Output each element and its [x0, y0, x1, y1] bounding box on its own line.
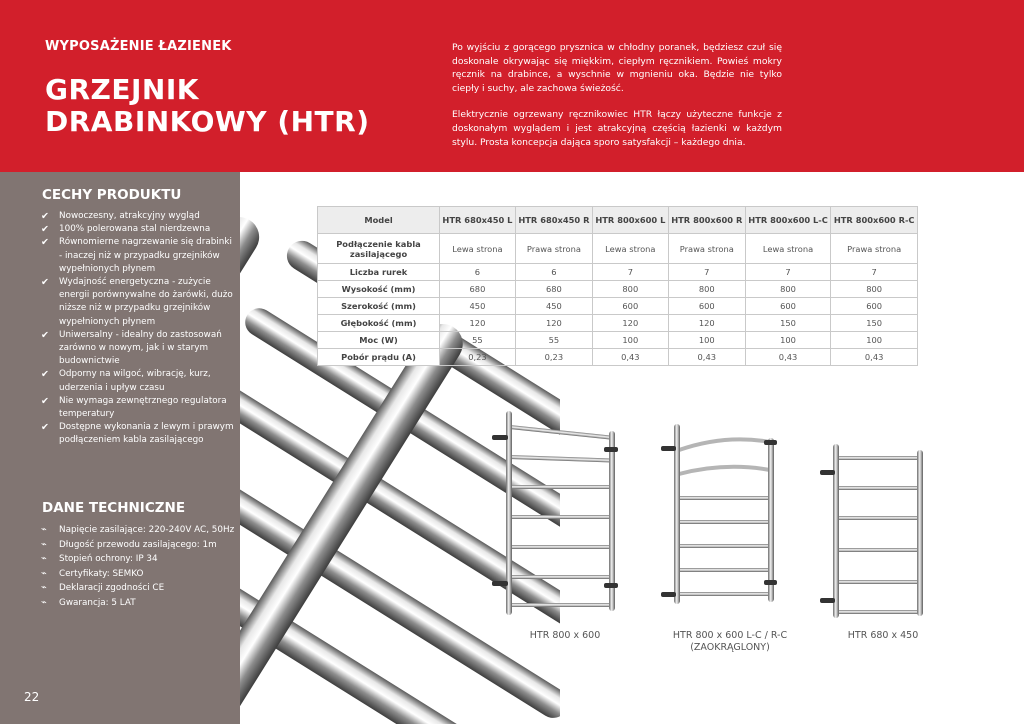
feature-item	[38, 329, 236, 369]
feature-item	[38, 368, 236, 394]
table-cell: Lewa strona	[592, 234, 668, 264]
check-icon: ✔	[41, 422, 49, 434]
table-cell: 120	[515, 315, 592, 332]
table-cell: 120	[668, 315, 745, 332]
rail-rungs	[510, 425, 612, 607]
table-cell: 600	[668, 298, 745, 315]
feature-item	[38, 223, 236, 236]
table-cell: 600	[745, 298, 831, 315]
table-cell: 450	[515, 298, 592, 315]
table-cell: 800	[745, 281, 831, 298]
product-image-htr-800x600	[482, 405, 622, 620]
row-label: Liczba rurek	[318, 264, 440, 281]
tech-heading: DANE TECHNICZNE	[42, 500, 186, 516]
table-cell: 450	[440, 298, 516, 315]
check-icon: ✔	[41, 329, 49, 341]
table-cell: 600	[831, 298, 918, 315]
feature-text: Równomierne nagrzewanie się drabinki - inaczej niż w przypadku grzejników wypełnionych płynem	[59, 237, 232, 274]
plug-icon: ⌁	[41, 524, 47, 535]
tech-text: Gwarancja: 5 LAT	[59, 597, 136, 608]
table-cell: 680	[440, 281, 516, 298]
page-title-line-1: GRZEJNIK	[45, 73, 199, 106]
table-row	[318, 281, 918, 298]
table-row	[318, 349, 918, 366]
features-list	[38, 210, 236, 448]
product-caption	[823, 630, 943, 642]
description-paragraph: Elektrycznie ogrzewany ręcznikowiec HTR łączy użyteczne funkcje z doskonałym wyglądem i jest atrakcyjną częścią łazienki w każdym stylu. Prosta koncepcja dająca sporo satysfakcji – każdego dnia.	[452, 109, 782, 148]
table-cell: 100	[745, 332, 831, 349]
table-cell: 100	[668, 332, 745, 349]
header-cell: HTR 800x600 L	[592, 207, 668, 234]
page-title-line-2: DRABINKOWY (HTR)	[45, 105, 370, 138]
feature-text: Nowoczesny, atrakcyjny wygląd	[59, 211, 200, 221]
tech-item	[38, 581, 236, 596]
table-cell: 0,23	[440, 349, 516, 366]
tech-item	[38, 538, 236, 553]
table-cell: 6	[515, 264, 592, 281]
check-icon: ✔	[41, 224, 49, 236]
feature-text: 100% polerowana stal nierdzewna	[59, 224, 211, 235]
plug-icon: ⌁	[41, 582, 47, 594]
feature-item	[38, 395, 236, 421]
product-caption-line: HTR 800 x 600 L-C / R-C	[672, 630, 788, 641]
tech-item	[38, 567, 236, 582]
table-cell: 120	[592, 315, 668, 332]
tech-item	[38, 552, 236, 567]
header-cell: HTR 800x600 L-C	[745, 207, 831, 234]
tech-text: Długość przewodu zasilającego: 1m	[59, 539, 217, 550]
table-cell: 0,43	[668, 349, 745, 366]
table-cell: 55	[440, 332, 516, 349]
plug-icon: ⌁	[41, 567, 47, 579]
header-cell: Model	[318, 207, 440, 234]
rail-rungs	[838, 456, 920, 614]
page-number: 22	[24, 690, 40, 704]
sidebar	[0, 172, 240, 724]
product-caption-line: HTR 800 x 600	[529, 630, 601, 641]
header-cell: HTR 680x450 R	[515, 207, 592, 234]
table-cell: 0,43	[592, 349, 668, 366]
product-description	[452, 41, 782, 149]
table-cell: Prawa strona	[831, 234, 918, 264]
feature-item	[38, 421, 236, 447]
table-cell: 100	[592, 332, 668, 349]
plug-icon: ⌁	[41, 596, 47, 608]
table-row	[318, 264, 918, 281]
product-image-htr-680x450	[816, 440, 926, 620]
check-icon: ✔	[41, 369, 49, 381]
row-label: Pobór prądu (A)	[318, 349, 440, 366]
product-caption-line: (ZAOKRĄGLONY)	[690, 642, 770, 653]
tech-text: Certyfikaty: SEMKO	[59, 568, 144, 579]
check-icon: ✔	[41, 395, 49, 407]
tech-item	[38, 523, 236, 538]
table-cell: 0,43	[831, 349, 918, 366]
table-cell: 120	[440, 315, 516, 332]
rail-rungs	[679, 439, 771, 596]
description-paragraph: Po wyjściu z gorącego prysznica w chłodny poranek, będziesz czuł się doskonale okrywając się miękkim, ciepłym ręcznikiem. Powieś mokry ręcznik na drabince, a wyschnie w mgnieniu oka. Będzie nie tylko ciepły i suchy, ale zachowa świeżość.	[452, 42, 782, 94]
table-cell: 0,23	[515, 349, 592, 366]
table-row	[318, 315, 918, 332]
table-row	[318, 298, 918, 315]
table-row	[318, 234, 918, 264]
feature-text: Wydajność energetyczna - zużycie energii porównywalne do żarówki, dużo niższe niż w przypadku grzejników wypełnionych płynem	[59, 277, 233, 327]
table-cell: Prawa strona	[515, 234, 592, 264]
tech-text: Stopień ochrony: IP 34	[59, 554, 158, 565]
feature-text: Dostępne wykonania z lewym i prawym podłączeniem kabla zasilającego	[59, 422, 234, 446]
check-icon: ✔	[41, 237, 49, 249]
section-category: WYPOSAŻENIE ŁAZIENEK	[45, 39, 232, 54]
tech-text: Deklaracji zgodności CE	[59, 583, 165, 594]
table-cell: Lewa strona	[440, 234, 516, 264]
product-caption	[505, 630, 625, 642]
feature-item	[38, 276, 236, 329]
tech-list	[38, 523, 236, 611]
table-cell: 800	[668, 281, 745, 298]
product-image-htr-800x600-lc-rc	[655, 420, 780, 605]
features-heading: CECHY PRODUKTU	[42, 187, 182, 203]
table-cell: Prawa strona	[668, 234, 745, 264]
tech-item	[38, 596, 236, 611]
spec-table	[317, 206, 918, 366]
table-cell: 150	[831, 315, 918, 332]
product-caption-line: HTR 680 x 450	[847, 630, 919, 641]
row-label: Głębokość (mm)	[318, 315, 440, 332]
table-cell: 0,43	[745, 349, 831, 366]
table-cell: Lewa strona	[745, 234, 831, 264]
header-banner	[0, 0, 1024, 172]
feature-text: Nie wymaga zewnętrznego regulatora temperatury	[59, 395, 227, 420]
table-cell: 100	[831, 332, 918, 349]
table-cell: 600	[592, 298, 668, 315]
table-cell: 800	[592, 281, 668, 298]
plug-icon: ⌁	[41, 538, 47, 550]
row-label: Podłączenie kabla zasilającego	[318, 234, 440, 264]
table-cell: 150	[745, 315, 831, 332]
table-cell: 800	[831, 281, 918, 298]
header-cell: HTR 680x450 L	[440, 207, 516, 234]
feature-item	[38, 210, 236, 223]
row-label: Moc (W)	[318, 332, 440, 349]
feature-text: Odporny na wilgoć, wibrację, kurz, uderzenia i upływ czasu	[59, 369, 211, 393]
table-cell: 7	[745, 264, 831, 281]
product-caption	[660, 630, 800, 654]
table-cell: 7	[592, 264, 668, 281]
page-title	[45, 74, 405, 138]
row-label: Szerokość (mm)	[318, 298, 440, 315]
table-header-row	[318, 207, 918, 234]
header-cell: HTR 800x600 R	[668, 207, 745, 234]
tech-text: Napięcie zasilające: 220-240V AC, 50Hz	[59, 525, 235, 535]
row-label: Wysokość (mm)	[318, 281, 440, 298]
table-row	[318, 332, 918, 349]
table-cell: 7	[668, 264, 745, 281]
check-icon: ✔	[41, 277, 49, 289]
table-cell: 7	[831, 264, 918, 281]
table-cell: 55	[515, 332, 592, 349]
feature-text: Uniwersalny - idealny do zastosowań zarówno w nowym, jak i w starym budownictwie	[59, 329, 222, 367]
table-cell: 680	[515, 281, 592, 298]
check-icon: ✔	[41, 211, 49, 222]
table-cell: 6	[440, 264, 516, 281]
plug-icon: ⌁	[41, 553, 47, 565]
feature-item	[38, 236, 236, 276]
header-cell: HTR 800x600 R-C	[831, 207, 918, 234]
